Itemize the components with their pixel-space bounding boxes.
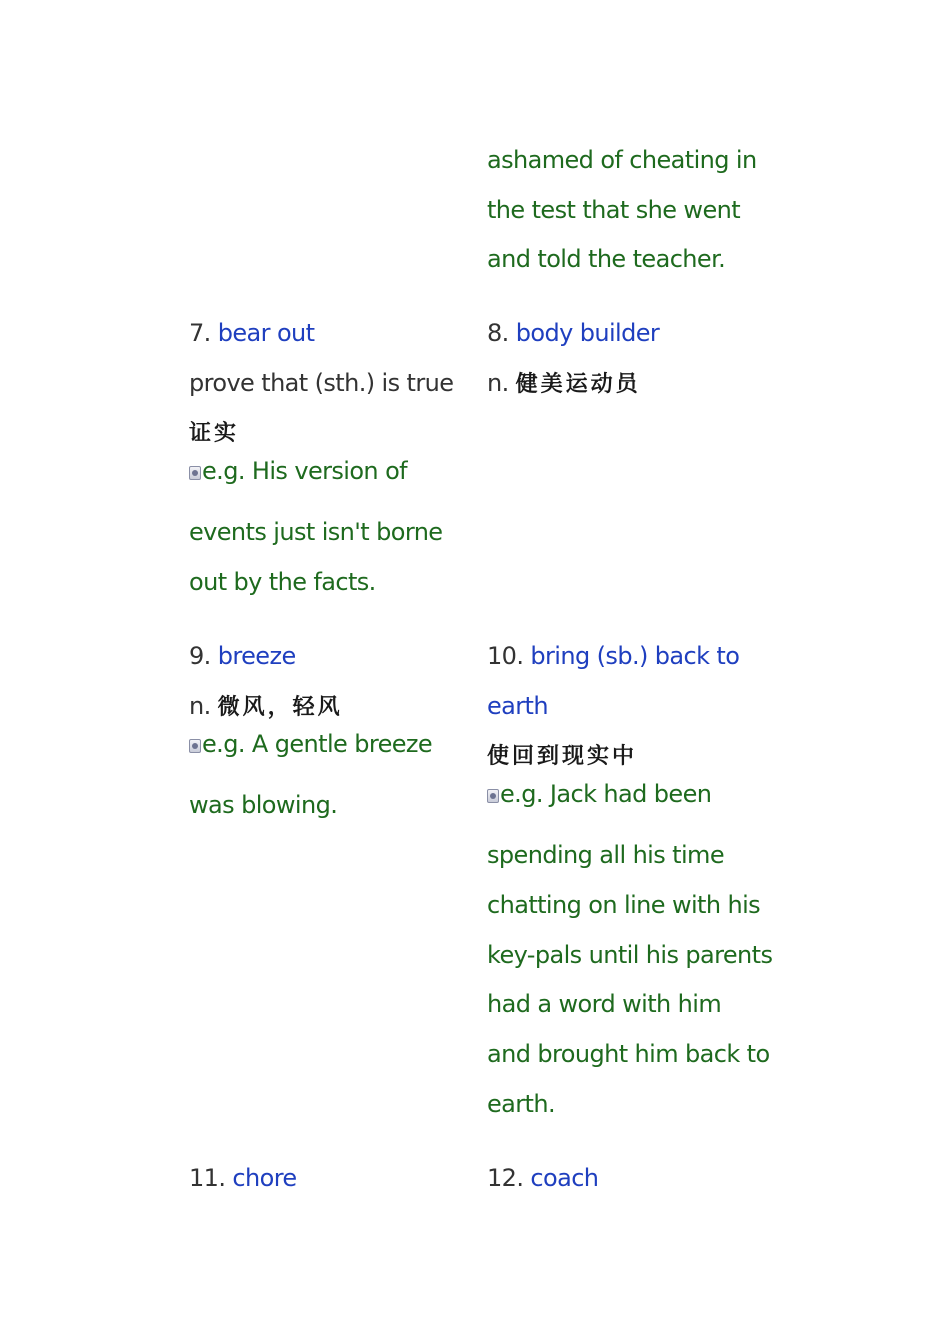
entry-number: 10. <box>487 642 524 670</box>
example-line: earth. <box>487 1090 555 1118</box>
entry-12-heading <box>487 1163 598 1193</box>
entry-term: bring (sb.) back to <box>530 642 740 670</box>
entry-number: 11. <box>189 1164 226 1192</box>
entry-term: chore <box>232 1164 297 1192</box>
entry-definition: prove that (sth.) is true <box>189 369 454 397</box>
entry-term: coach <box>530 1164 599 1192</box>
entry-10-heading <box>487 641 739 671</box>
entry-chinese: 使回到现实中 <box>487 743 638 769</box>
example-line: events just isn't borne <box>189 518 443 546</box>
entry-9-heading <box>189 641 296 671</box>
example-line: e.g. A gentle breeze <box>189 729 432 759</box>
entry-definition <box>487 368 641 399</box>
entry-11-heading <box>189 1163 297 1193</box>
entry-number: 9. <box>189 642 211 670</box>
example-line: out by the facts. <box>189 568 376 596</box>
example-line: the test that she went <box>487 196 741 224</box>
example-line: and told the teacher. <box>487 245 726 273</box>
entry-7-heading <box>189 318 314 348</box>
entry-pos: n. <box>487 369 509 397</box>
entry-chinese: 微风，轻风 <box>217 694 343 720</box>
entry-term: body builder <box>515 319 660 347</box>
entry-chinese: 证实 <box>189 420 240 446</box>
example-object-icon <box>189 466 201 480</box>
example-line: chatting on line with his <box>487 891 761 919</box>
example-object-icon <box>487 789 499 803</box>
example-line: ashamed of cheating in <box>487 146 757 174</box>
entry-term-continued: earth <box>487 692 548 720</box>
example-line: key-pals until his parents <box>487 941 773 969</box>
entry-term: breeze <box>217 642 296 670</box>
example-line: spending all his time <box>487 841 724 869</box>
entry-chinese: 健美运动员 <box>515 371 641 397</box>
entry-number: 12. <box>487 1164 524 1192</box>
entry-pos: n. <box>189 692 211 720</box>
example-line: had a word with him <box>487 990 722 1018</box>
entry-term: bear out <box>217 319 315 347</box>
entry-definition <box>189 691 343 722</box>
example-line: and brought him back to <box>487 1040 770 1068</box>
entry-number: 7. <box>189 319 211 347</box>
entry-8-heading <box>487 318 659 348</box>
example-line: was blowing. <box>189 791 338 819</box>
example-object-icon <box>189 739 201 753</box>
example-line: e.g. Jack had been <box>487 779 711 809</box>
entry-number: 8. <box>487 319 509 347</box>
example-line: e.g. His version of <box>189 456 407 486</box>
